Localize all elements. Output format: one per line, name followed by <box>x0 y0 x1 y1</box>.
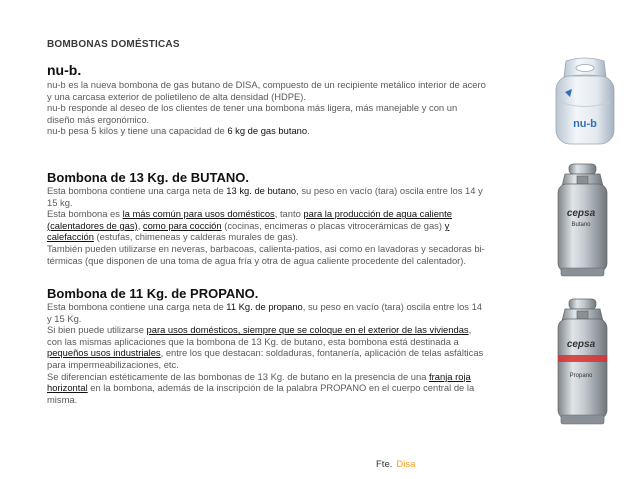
butano-bottle-brand: cepsa <box>566 208 596 219</box>
section-nub <box>47 63 547 137</box>
propano-red-band <box>558 355 607 362</box>
section-title-nub: nu-b. <box>47 62 82 78</box>
nub-bottle-image <box>552 57 618 149</box>
propano-bottle-label: Propano <box>569 373 593 379</box>
source-link[interactable]: Disa <box>396 459 416 470</box>
section-propano <box>47 286 542 405</box>
section-title-butano: Bombona de 13 Kg. de BUTANO. <box>47 170 249 185</box>
source-credit <box>376 459 415 470</box>
section-body-butano: Esta bombona contiene una carga neta de 13 kg. de butano, su peso en vacío (tara) oscila entre los 14 y 15 kg. Esta bombona es la más común para usos domésticos, tanto para la producción de agua caliente (calentadores de gas), como para cocción (cocinas, encimeras o placas vitrocerámicas de gas) y calefacción (estufas, chimeneas y calderas murales de gas). También pueden utilizarse en neveras, barbacoas, calienta-patios, asi como en lavadoras y secadoras bi- térmicas (que disponen de una toma de agua fría y otra de agua caliente procedente del calentador). <box>47 185 485 266</box>
butano-bottle-label: Butano <box>571 222 591 228</box>
section-butano <box>47 170 542 266</box>
nub-bottle-label: nu-b <box>573 118 597 130</box>
propano-bottle-image <box>555 297 610 427</box>
slide-header: BOMBONAS DOMÉSTICAS <box>47 39 180 50</box>
section-body-nub: nu-b es la nueva bombona de gas butano de DISA, compuesto de un recipiente metálico interior de acero y una carcasa exterior de polietileno de alta densidad (HDPE). nu-b responde al deseo de los clientes de tener una bombona más ligera, más manejable y con un diseño más ergonómico. nu-b pesa 5 kilos y tiene una capacidad de 6 kg de gas butano. <box>47 79 486 137</box>
section-body-propano: Esta bombona contiene una carga neta de 11 Kg. de propano, su peso en vacío (tara) oscila entre los 14 y 15 Kg. Si bien puede utilizarse para usos domésticos, siempre que se coloque en el exterior de las viviendas, con las mismas aplicaciones que la bombona de 13 Kg. de butano, esta bombona está destinada a pequeños usos industriales, entre los que destacan: soldaduras, fontanería, aplicación de telas asfálticas para impermeabilizaciones, etc. Se diferencian estéticamente de las bombonas de 13 Kg. de butano en la presencia de una franja roja horizontal en la bombona, además de la inscripción de la palabra PROPANO en el cuerpo central de la misma. <box>47 301 484 405</box>
butano-bottle-image <box>555 162 610 278</box>
propano-bottle-brand: cepsa <box>566 339 596 350</box>
section-title-propano: Bombona de 11 Kg. de PROPANO. <box>47 286 259 301</box>
source-prefix: Fte. <box>376 459 393 470</box>
